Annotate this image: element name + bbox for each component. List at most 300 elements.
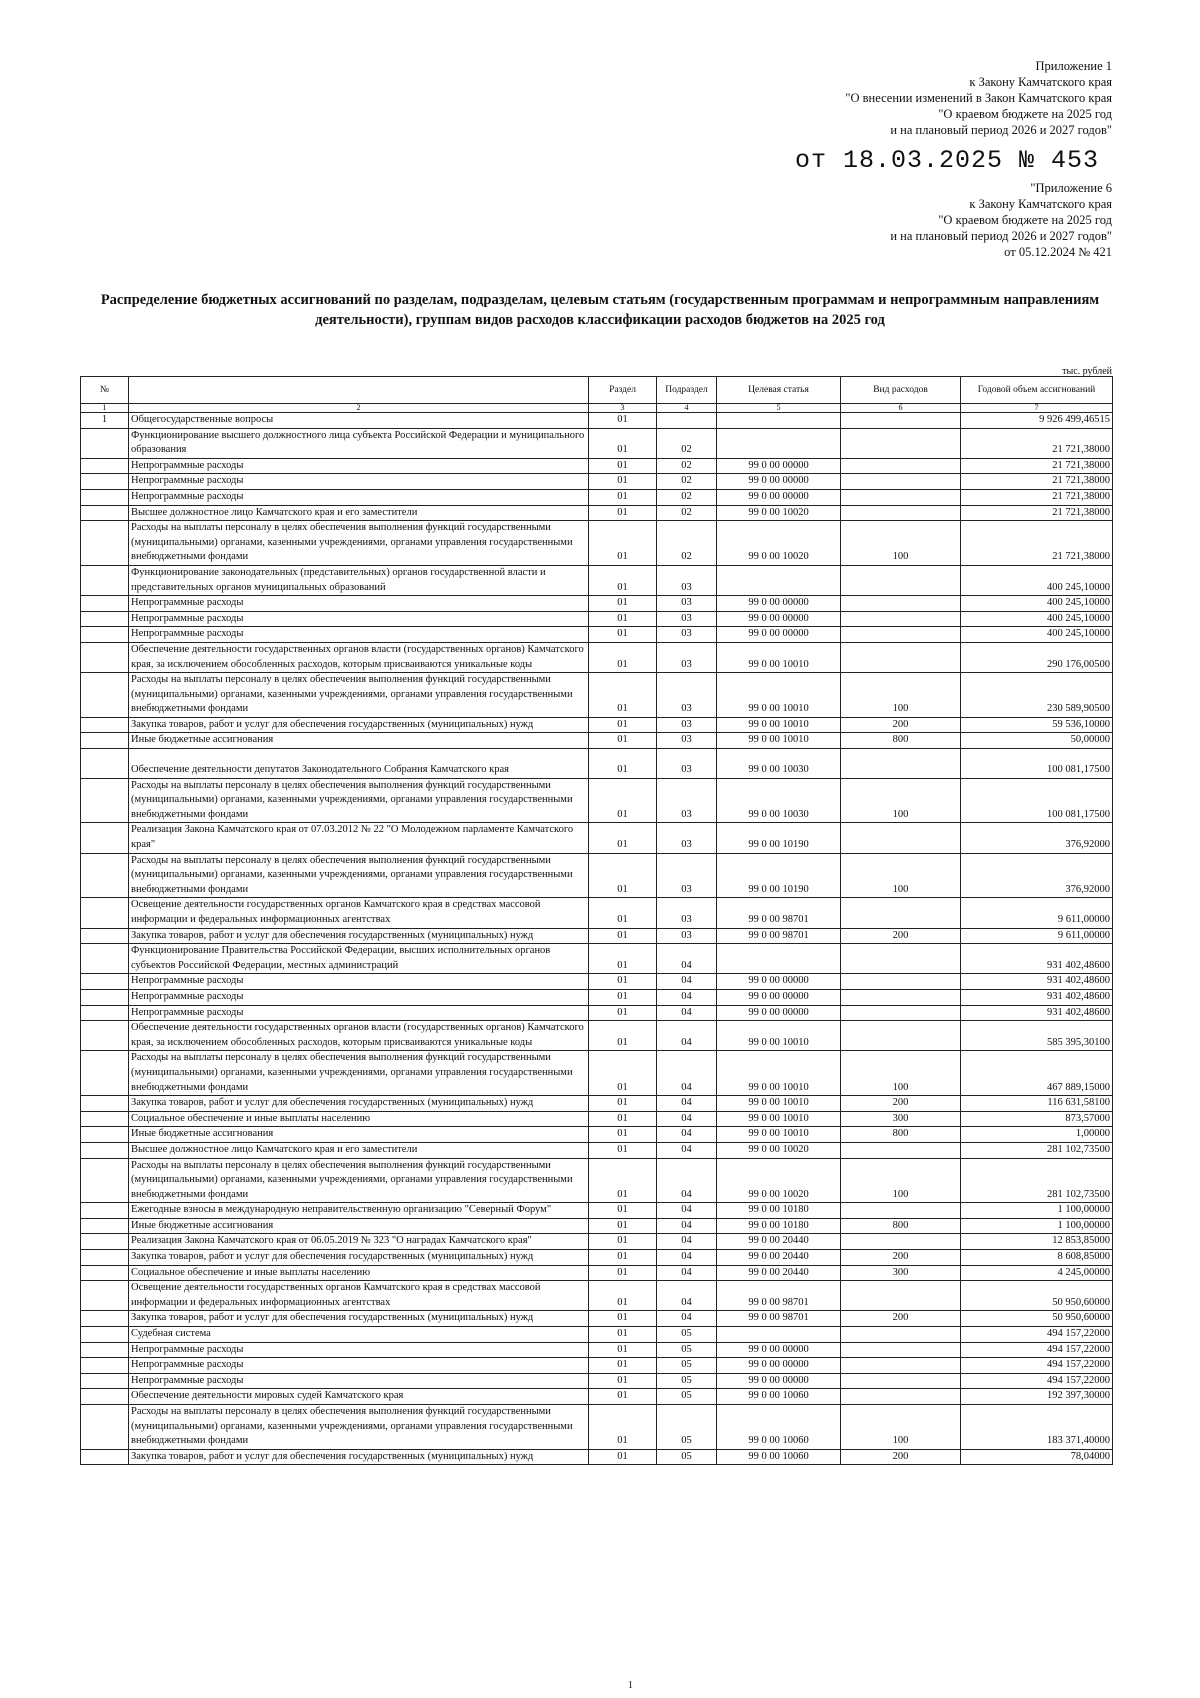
row-podrazdel: 04 — [657, 1051, 717, 1096]
row-vid: 100 — [841, 673, 961, 718]
row-index — [81, 1342, 129, 1358]
row-razdel: 01 — [589, 521, 657, 566]
row-razdel: 01 — [589, 642, 657, 672]
row-article: 99 0 00 10010 — [717, 1021, 841, 1051]
row-amount: 494 157,22000 — [961, 1342, 1113, 1358]
row-article: 99 0 00 10010 — [717, 1111, 841, 1127]
table-row — [81, 521, 1113, 566]
row-name: Непрограммные расходы — [129, 596, 589, 612]
row-razdel: 01 — [589, 1250, 657, 1266]
table-row — [81, 489, 1113, 505]
row-vid — [841, 989, 961, 1005]
row-amount: 21 721,38000 — [961, 521, 1113, 566]
row-index — [81, 1051, 129, 1096]
row-amount: 931 402,48600 — [961, 989, 1113, 1005]
col-number: 5 — [717, 404, 841, 413]
row-amount: 50,00000 — [961, 733, 1113, 749]
page-number: 1 — [628, 1680, 633, 1691]
row-name: Освещение деятельности государственных органов Камчатского края в средствах массовой информации и федеральных информационных агентствах — [129, 898, 589, 928]
row-vid — [841, 974, 961, 990]
row-index — [81, 1265, 129, 1281]
row-razdel: 01 — [589, 1111, 657, 1127]
row-index — [81, 627, 129, 643]
row-article: 99 0 00 98701 — [717, 1311, 841, 1327]
table-row — [81, 1327, 1113, 1343]
row-vid: 100 — [841, 778, 961, 823]
table-body — [81, 413, 1113, 1465]
row-amount: 9 611,00000 — [961, 898, 1113, 928]
row-podrazdel: 05 — [657, 1373, 717, 1389]
col-number: 7 — [961, 404, 1113, 413]
row-vid: 200 — [841, 928, 961, 944]
row-vid: 300 — [841, 1265, 961, 1281]
row-podrazdel: 05 — [657, 1358, 717, 1374]
row-podrazdel: 05 — [657, 1342, 717, 1358]
row-name: Иные бюджетные ассигнования — [129, 733, 589, 749]
row-name: Непрограммные расходы — [129, 458, 589, 474]
row-razdel: 01 — [589, 458, 657, 474]
row-razdel: 01 — [589, 944, 657, 974]
row-index — [81, 1127, 129, 1143]
row-article: 99 0 00 00000 — [717, 458, 841, 474]
table-row — [81, 733, 1113, 749]
row-name: Закупка товаров, работ и услуг для обеспечения государственных (муниципальных) нужд — [129, 1250, 589, 1266]
col-header-razdel: Раздел — [589, 377, 657, 404]
row-article: 99 0 00 10010 — [717, 1051, 841, 1096]
row-index — [81, 1311, 129, 1327]
row-vid: 300 — [841, 1111, 961, 1127]
row-amount: 281 102,73500 — [961, 1158, 1113, 1203]
row-name: Непрограммные расходы — [129, 974, 589, 990]
row-podrazdel: 05 — [657, 1405, 717, 1450]
row-article: 99 0 00 10020 — [717, 1142, 841, 1158]
row-name: Непрограммные расходы — [129, 627, 589, 643]
table-row — [81, 1158, 1113, 1203]
row-vid: 100 — [841, 1405, 961, 1450]
table-row — [81, 1005, 1113, 1021]
row-vid — [841, 1358, 961, 1374]
row-razdel: 01 — [589, 1158, 657, 1203]
row-podrazdel: 03 — [657, 642, 717, 672]
row-article: 99 0 00 10010 — [717, 1127, 841, 1143]
row-article: 99 0 00 00000 — [717, 596, 841, 612]
row-vid: 200 — [841, 1096, 961, 1112]
row-index — [81, 928, 129, 944]
row-article: 99 0 00 98701 — [717, 1281, 841, 1311]
row-index — [81, 1281, 129, 1311]
row-article: 99 0 00 10190 — [717, 823, 841, 853]
row-vid — [841, 749, 961, 779]
row-index — [81, 717, 129, 733]
row-name: Высшее должностное лицо Камчатского края и его заместители — [129, 505, 589, 521]
row-name: Непрограммные расходы — [129, 611, 589, 627]
row-razdel: 01 — [589, 1096, 657, 1112]
row-vid: 100 — [841, 1158, 961, 1203]
row-article: 99 0 00 10060 — [717, 1405, 841, 1450]
row-podrazdel: 04 — [657, 944, 717, 974]
row-vid — [841, 458, 961, 474]
row-article — [717, 1327, 841, 1343]
row-razdel: 01 — [589, 1281, 657, 1311]
row-index — [81, 733, 129, 749]
row-razdel: 01 — [589, 505, 657, 521]
row-name: Закупка товаров, работ и услуг для обеспечения государственных (муниципальных) нужд — [129, 1311, 589, 1327]
row-name: Расходы на выплаты персоналу в целях обеспечения выполнения функций государственными (муниципальными) органами, казенными учреждениями, органами управления государственными внебюджетными фондами — [129, 1051, 589, 1096]
table-row — [81, 1373, 1113, 1389]
row-vid — [841, 1281, 961, 1311]
table-row — [81, 505, 1113, 521]
row-index — [81, 505, 129, 521]
row-name: Функционирование высшего должностного лица субъекта Российской Федерации и муниципального образования — [129, 428, 589, 458]
row-index — [81, 1250, 129, 1266]
row-vid — [841, 565, 961, 595]
row-amount: 21 721,38000 — [961, 505, 1113, 521]
row-razdel: 01 — [589, 1373, 657, 1389]
row-podrazdel: 03 — [657, 823, 717, 853]
row-name: Закупка товаров, работ и услуг для обеспечения государственных (муниципальных) нужд — [129, 928, 589, 944]
row-amount: 21 721,38000 — [961, 428, 1113, 458]
row-amount: 100 081,17500 — [961, 778, 1113, 823]
row-razdel: 01 — [589, 928, 657, 944]
row-index — [81, 898, 129, 928]
row-amount: 931 402,48600 — [961, 974, 1113, 990]
header-top-line: "О внесении изменений в Закон Камчатского края — [845, 91, 1112, 105]
row-razdel: 01 — [589, 733, 657, 749]
row-vid: 800 — [841, 1218, 961, 1234]
row-index — [81, 1005, 129, 1021]
table-row — [81, 1021, 1113, 1051]
row-name: Расходы на выплаты персоналу в целях обеспечения выполнения функций государственными (муниципальными) органами, казенными учреждениями, органами управления государственными внебюджетными фондами — [129, 1158, 589, 1203]
row-article: 99 0 00 10010 — [717, 673, 841, 718]
row-name: Высшее должностное лицо Камчатского края и его заместители — [129, 1142, 589, 1158]
row-article — [717, 413, 841, 429]
row-index — [81, 1142, 129, 1158]
row-amount: 400 245,10000 — [961, 596, 1113, 612]
row-index — [81, 1449, 129, 1465]
row-name: Расходы на выплаты персоналу в целях обеспечения выполнения функций государственными (муниципальными) органами, казенными учреждениями, органами управления государственными внебюджетными фондами — [129, 521, 589, 566]
row-amount: 21 721,38000 — [961, 489, 1113, 505]
row-amount: 59 536,10000 — [961, 717, 1113, 733]
col-header-amount: Годовой объем ассигнований — [961, 377, 1113, 404]
row-index — [81, 778, 129, 823]
col-number: 1 — [81, 404, 129, 413]
row-razdel: 01 — [589, 717, 657, 733]
date-number-stamp: от 18.03.2025 № 453 — [795, 146, 1100, 175]
row-name: Судебная система — [129, 1327, 589, 1343]
row-amount: 290 176,00500 — [961, 642, 1113, 672]
table-row — [81, 1405, 1113, 1450]
table-row — [81, 989, 1113, 1005]
row-vid: 800 — [841, 733, 961, 749]
row-index — [81, 974, 129, 990]
row-vid — [841, 1021, 961, 1051]
row-razdel: 01 — [589, 1005, 657, 1021]
row-vid — [841, 944, 961, 974]
row-amount: 400 245,10000 — [961, 565, 1113, 595]
row-article — [717, 565, 841, 595]
row-index — [81, 428, 129, 458]
table-row — [81, 1127, 1113, 1143]
col-header-number: № — [81, 377, 129, 404]
row-razdel: 01 — [589, 1389, 657, 1405]
row-name: Функционирование законодательных (представительных) органов государственной власти и представительных органов муниципальных образований — [129, 565, 589, 595]
table-header-row — [81, 377, 1113, 404]
table-row — [81, 1449, 1113, 1465]
row-razdel: 01 — [589, 474, 657, 490]
col-header-vid: Вид расходов — [841, 377, 961, 404]
row-article: 99 0 00 00000 — [717, 1005, 841, 1021]
table-row — [81, 1358, 1113, 1374]
row-index — [81, 1327, 129, 1343]
row-podrazdel: 03 — [657, 673, 717, 718]
row-vid — [841, 1203, 961, 1219]
table-row — [81, 1250, 1113, 1266]
header-bottom — [652, 180, 1112, 260]
row-index: 1 — [81, 413, 129, 429]
row-name: Непрограммные расходы — [129, 1373, 589, 1389]
row-podrazdel: 03 — [657, 853, 717, 898]
col-number: 4 — [657, 404, 717, 413]
row-podrazdel: 04 — [657, 1234, 717, 1250]
row-index — [81, 1158, 129, 1203]
row-article: 99 0 00 98701 — [717, 928, 841, 944]
row-index — [81, 1389, 129, 1405]
row-article: 99 0 00 00000 — [717, 1373, 841, 1389]
header-bottom-line: к Закону Камчатского края — [969, 197, 1112, 211]
table-row — [81, 627, 1113, 643]
row-article: 99 0 00 20440 — [717, 1265, 841, 1281]
row-amount: 931 402,48600 — [961, 1005, 1113, 1021]
row-article: 99 0 00 10190 — [717, 853, 841, 898]
row-name: Общегосударственные вопросы — [129, 413, 589, 429]
row-razdel: 01 — [589, 823, 657, 853]
row-razdel: 01 — [589, 673, 657, 718]
table-row — [81, 898, 1113, 928]
row-podrazdel: 04 — [657, 989, 717, 1005]
row-podrazdel: 04 — [657, 1250, 717, 1266]
row-amount: 50 950,60000 — [961, 1311, 1113, 1327]
row-name: Закупка товаров, работ и услуг для обеспечения государственных (муниципальных) нужд — [129, 717, 589, 733]
row-vid: 100 — [841, 1051, 961, 1096]
row-amount: 494 157,22000 — [961, 1358, 1113, 1374]
row-razdel: 01 — [589, 989, 657, 1005]
row-podrazdel: 03 — [657, 717, 717, 733]
row-amount: 192 397,30000 — [961, 1389, 1113, 1405]
row-amount: 494 157,22000 — [961, 1373, 1113, 1389]
row-index — [81, 1218, 129, 1234]
table-row — [81, 673, 1113, 718]
table-row — [81, 1051, 1113, 1096]
row-vid — [841, 428, 961, 458]
col-number: 3 — [589, 404, 657, 413]
row-index — [81, 596, 129, 612]
row-vid: 100 — [841, 521, 961, 566]
row-article: 99 0 00 00000 — [717, 1358, 841, 1374]
header-top-line: "О краевом бюджете на 2025 год — [938, 107, 1112, 121]
row-article: 99 0 00 10060 — [717, 1389, 841, 1405]
row-amount: 8 608,85000 — [961, 1250, 1113, 1266]
row-podrazdel: 04 — [657, 1311, 717, 1327]
row-article: 99 0 00 00000 — [717, 974, 841, 990]
row-amount: 281 102,73500 — [961, 1142, 1113, 1158]
row-podrazdel — [657, 413, 717, 429]
row-article: 99 0 00 00000 — [717, 1342, 841, 1358]
row-vid — [841, 1389, 961, 1405]
col-header-podrazdel: Подраздел — [657, 377, 717, 404]
budget-table — [80, 376, 1113, 1465]
table-row — [81, 717, 1113, 733]
table-row — [81, 749, 1113, 779]
row-amount: 1 100,00000 — [961, 1218, 1113, 1234]
table-row — [81, 944, 1113, 974]
row-amount: 21 721,38000 — [961, 458, 1113, 474]
row-vid — [841, 627, 961, 643]
row-vid — [841, 413, 961, 429]
row-article: 99 0 00 10020 — [717, 505, 841, 521]
table-row — [81, 1389, 1113, 1405]
row-razdel: 01 — [589, 489, 657, 505]
row-article — [717, 944, 841, 974]
row-article: 99 0 00 98701 — [717, 898, 841, 928]
row-podrazdel: 05 — [657, 1449, 717, 1465]
row-podrazdel: 03 — [657, 749, 717, 779]
row-index — [81, 853, 129, 898]
header-top — [652, 58, 1112, 138]
row-podrazdel: 03 — [657, 733, 717, 749]
row-article: 99 0 00 10180 — [717, 1203, 841, 1219]
row-name: Расходы на выплаты персоналу в целях обеспечения выполнения функций государственными (муниципальными) органами, казенными учреждениями, органами управления государственными внебюджетными фондами — [129, 673, 589, 718]
row-razdel: 01 — [589, 1327, 657, 1343]
row-amount: 4 245,00000 — [961, 1265, 1113, 1281]
row-article: 99 0 00 00000 — [717, 627, 841, 643]
row-name: Иные бюджетные ассигнования — [129, 1127, 589, 1143]
row-article: 99 0 00 20440 — [717, 1234, 841, 1250]
row-vid: 200 — [841, 1311, 961, 1327]
row-vid — [841, 823, 961, 853]
table-row — [81, 1311, 1113, 1327]
row-index — [81, 823, 129, 853]
row-amount: 585 395,30100 — [961, 1021, 1113, 1051]
row-razdel: 01 — [589, 974, 657, 990]
row-article: 99 0 00 10030 — [717, 778, 841, 823]
row-name: Иные бюджетные ассигнования — [129, 1218, 589, 1234]
row-podrazdel: 03 — [657, 898, 717, 928]
row-article: 99 0 00 10030 — [717, 749, 841, 779]
row-article: 99 0 00 10060 — [717, 1449, 841, 1465]
row-vid — [841, 489, 961, 505]
row-name: Ежегодные взносы в международную неправительственную организацию "Северный Форум" — [129, 1203, 589, 1219]
row-article: 99 0 00 10020 — [717, 1158, 841, 1203]
row-podrazdel: 02 — [657, 428, 717, 458]
column-number-row — [81, 404, 1113, 413]
row-amount: 21 721,38000 — [961, 474, 1113, 490]
row-index — [81, 474, 129, 490]
row-razdel: 01 — [589, 1203, 657, 1219]
header-bottom-line: от 05.12.2024 № 421 — [1004, 245, 1112, 259]
row-vid: 100 — [841, 853, 961, 898]
row-podrazdel: 02 — [657, 521, 717, 566]
row-amount: 873,57000 — [961, 1111, 1113, 1127]
table-row — [81, 1096, 1113, 1112]
row-podrazdel: 02 — [657, 458, 717, 474]
col-header-name — [129, 377, 589, 404]
row-razdel: 01 — [589, 1051, 657, 1096]
table-row — [81, 853, 1113, 898]
row-podrazdel: 05 — [657, 1389, 717, 1405]
table-row — [81, 1111, 1113, 1127]
row-article: 99 0 00 10010 — [717, 733, 841, 749]
table-row — [81, 611, 1113, 627]
units-label: тыс. рублей — [1062, 366, 1112, 377]
row-podrazdel: 04 — [657, 1265, 717, 1281]
row-index — [81, 489, 129, 505]
row-name: Обеспечение деятельности государственных органов власти (государственных органов) Камчатского края, за исключением обособленных расходов, которым присваиваются уникальные коды — [129, 642, 589, 672]
row-podrazdel: 04 — [657, 1096, 717, 1112]
row-vid: 200 — [841, 1250, 961, 1266]
row-name: Обеспечение деятельности мировых судей Камчатского края — [129, 1389, 589, 1405]
row-razdel: 01 — [589, 596, 657, 612]
table-row — [81, 565, 1113, 595]
row-name: Расходы на выплаты персоналу в целях обеспечения выполнения функций государственными (муниципальными) органами, казенными учреждениями, органами управления государственными внебюджетными фондами — [129, 778, 589, 823]
row-podrazdel: 05 — [657, 1327, 717, 1343]
header-top-line: и на плановый период 2026 и 2027 годов" — [890, 123, 1112, 137]
row-amount: 50 950,60000 — [961, 1281, 1113, 1311]
header-bottom-line: "Приложение 6 — [1030, 181, 1112, 195]
table-row — [81, 596, 1113, 612]
row-amount: 12 853,85000 — [961, 1234, 1113, 1250]
row-vid — [841, 1142, 961, 1158]
row-amount: 467 889,15000 — [961, 1051, 1113, 1096]
row-name: Непрограммные расходы — [129, 489, 589, 505]
row-amount: 376,92000 — [961, 853, 1113, 898]
row-index — [81, 1096, 129, 1112]
row-podrazdel: 04 — [657, 1021, 717, 1051]
row-razdel: 01 — [589, 1218, 657, 1234]
row-article: 99 0 00 10180 — [717, 1218, 841, 1234]
table-row — [81, 413, 1113, 429]
row-index — [81, 1405, 129, 1450]
row-amount: 1,00000 — [961, 1127, 1113, 1143]
row-amount: 116 631,58100 — [961, 1096, 1113, 1112]
row-podrazdel: 04 — [657, 1203, 717, 1219]
row-index — [81, 565, 129, 595]
row-razdel: 01 — [589, 1127, 657, 1143]
row-index — [81, 989, 129, 1005]
table-row — [81, 928, 1113, 944]
row-podrazdel: 04 — [657, 1111, 717, 1127]
header-bottom-line: "О краевом бюджете на 2025 год — [938, 213, 1112, 227]
row-podrazdel: 03 — [657, 928, 717, 944]
table-row — [81, 428, 1113, 458]
table-row — [81, 458, 1113, 474]
row-article — [717, 428, 841, 458]
row-podrazdel: 04 — [657, 1127, 717, 1143]
row-vid — [841, 1234, 961, 1250]
row-name: Реализация Закона Камчатского края от 06.05.2019 № 323 "О наградах Камчатского края" — [129, 1234, 589, 1250]
row-razdel: 01 — [589, 778, 657, 823]
row-amount: 931 402,48600 — [961, 944, 1113, 974]
row-razdel: 01 — [589, 1342, 657, 1358]
row-amount: 400 245,10000 — [961, 611, 1113, 627]
row-vid — [841, 505, 961, 521]
col-number: 2 — [129, 404, 589, 413]
row-name: Непрограммные расходы — [129, 1342, 589, 1358]
table-row — [81, 1265, 1113, 1281]
row-vid — [841, 1327, 961, 1343]
row-amount: 183 371,40000 — [961, 1405, 1113, 1450]
row-index — [81, 1203, 129, 1219]
row-amount: 1 100,00000 — [961, 1203, 1113, 1219]
